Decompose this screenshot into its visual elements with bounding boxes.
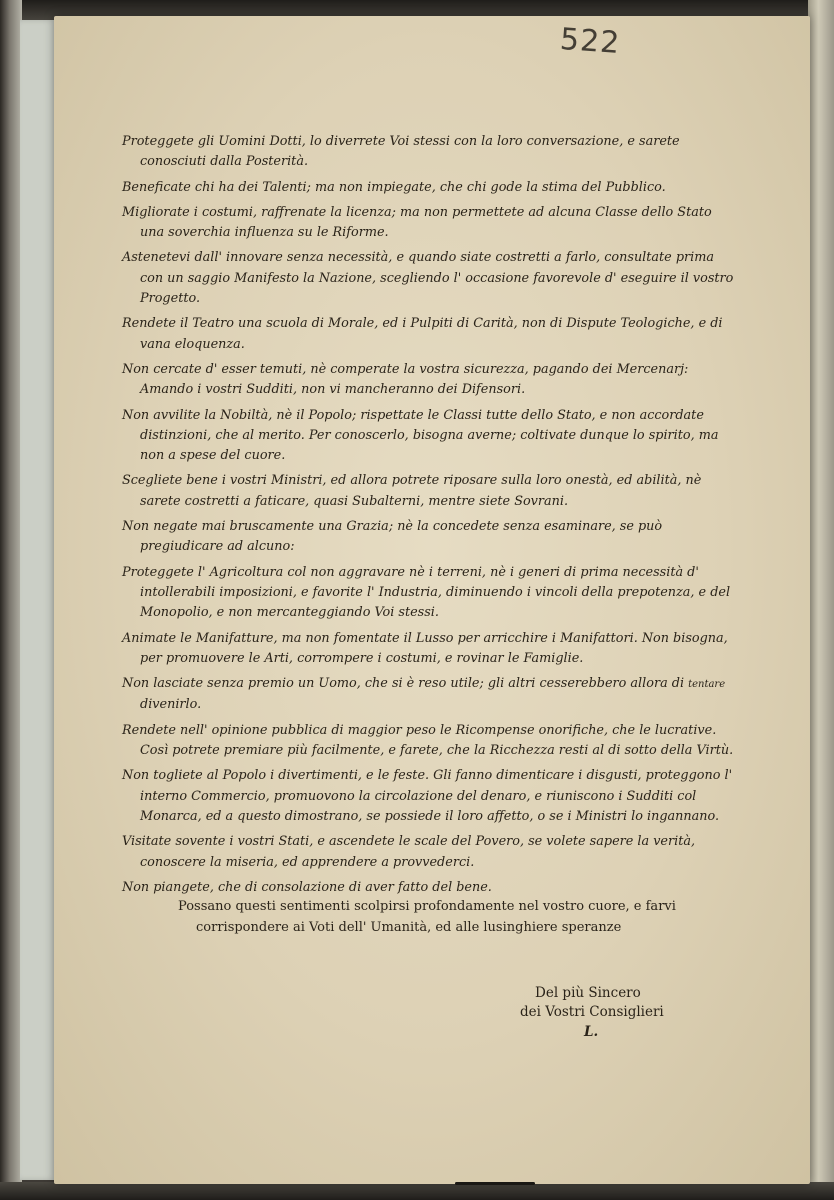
- advice-paragraph: Animate le Manifatture, ma non fomentate il Lusso per arricchire i Manifattori. Non bisogna, per promuovere le Arti, corrompere i costumi, e rovinar le Famiglie.: [122, 630, 728, 666]
- advice-paragraph: Visitate sovente i vostri Stati, e ascendete le scale del Povero, se volete sapere la verità, conoscere la miseria, ed apprendere a provvederci.: [122, 834, 696, 870]
- closing-paragraph: Possano questi sentimenti scolpirsi profondamente nel vostro cuore, e farvi corrispondere ai Voti dell' Umanità, ed alle lusinghiere speranze: [178, 899, 676, 935]
- advice-paragraph: Rendete il Teatro una scuola di Morale, ed i Pulpiti di Carità, non di Dispute Teologiche, e di vana eloquenza.: [122, 316, 723, 352]
- paper-damage-mark: [455, 1182, 535, 1185]
- signature-initial: L.: [584, 1024, 599, 1040]
- handwritten-margin-note: tentare: [688, 679, 726, 691]
- advice-paragraph: Migliorate i costumi, raffrenate la licenza; ma non permettete ad alcuna Classe dello Stato una soverchia influenza su le Riforme.: [122, 204, 712, 241]
- book-binding: [0, 0, 22, 1200]
- scan-bottom-shadow: [0, 1182, 834, 1200]
- advice-text: Non lasciate senza premio un Uomo, che si è reso utile; gli altri cesserebbero allora di: [122, 676, 685, 692]
- advice-paragraph: Non avvilite la Nobiltà, nè il Popolo; rispettate le Classi tutte dello Stato, e non accordate distinzioni, che al merito. Per conoscerlo, bisogna averne; coltivate dunque lo spirito, ma non a spese del cuore.: [122, 407, 719, 464]
- advice-list: [122, 132, 736, 903]
- advice-paragraph: Astenetevi dall' innovare senza necessità, e quando siate costretti a farlo, consultate prima con un saggio Manifesto la Nazione, scegliendo l' occasione favorevole d' eseguire il vostro Progetto.: [122, 250, 734, 307]
- advice-paragraph: Beneficate chi ha dei Talenti; ma non impiegate, che chi gode la stima del Pubblico.: [122, 179, 666, 195]
- advice-paragraph: Scegliete bene i vostri Ministri, ed allora potrete riposare sulla loro onestà, ed abilità, nè sarete costretti a faticare, quasi Subalterni, mentre siete Sovrani.: [122, 473, 702, 509]
- advice-paragraph: Non negate mai bruscamente una Grazia; nè la concedete senza esaminare, se può pregiudicare ad alcuno:: [122, 519, 663, 555]
- advice-paragraph: Non cercate d' esser temuti, nè comperate la vostra sicurezza, pagando dei Mercenarj: Amando i vostri Sudditi, non vi mancheranno dei Difensori.: [122, 361, 689, 398]
- advice-paragraph-with-note: [122, 674, 736, 716]
- page-stack-edge: [808, 0, 834, 1200]
- advice-paragraph: Non piangete, che di consolazione di aver fatto del bene.: [122, 879, 492, 895]
- advice-paragraph: Proteggete gli Uomini Dotti, lo diverrete Voi stessi con la loro conversazione, e sarete conosciuti dalla Posterità.: [122, 134, 680, 170]
- signature-line-2: dei Vostri Consiglieri: [520, 1004, 664, 1020]
- adjacent-page-edge: [20, 20, 58, 1180]
- advice-paragraph: Proteggete l' Agricoltura col non aggravare nè i terreni, nè i generi di prima necessità d' intollerabili imposizioni, e favorite l' Industria, diminuendo i vincoli della prepotenza, e del Monopolio, e non mercanteggiando Voi stessi.: [122, 564, 731, 621]
- advice-paragraph: Non togliete al Popolo i divertimenti, e le feste. Gli fanno dimenticare i disgusti, proteggono l' interno Commercio, promuovono la circolazione del denaro, e riuniscono i Sudditi col Monarca, ed a questo dimostrano, se possiede il loro affetto, o se i Ministri lo ingannano.: [122, 768, 733, 824]
- advice-paragraph: Rendete nell' opinione pubblica di maggior peso le Ricompense onorifiche, che le lucrative. Così potrete premiare più facilmente, e farete, che la Ricchezza resti al di sotto della Virtù.: [122, 722, 734, 759]
- catalog-mark: 522: [558, 21, 622, 62]
- advice-text-tail: divenirlo.: [140, 697, 202, 713]
- signature-line-1: Del più Sincero: [535, 985, 641, 1001]
